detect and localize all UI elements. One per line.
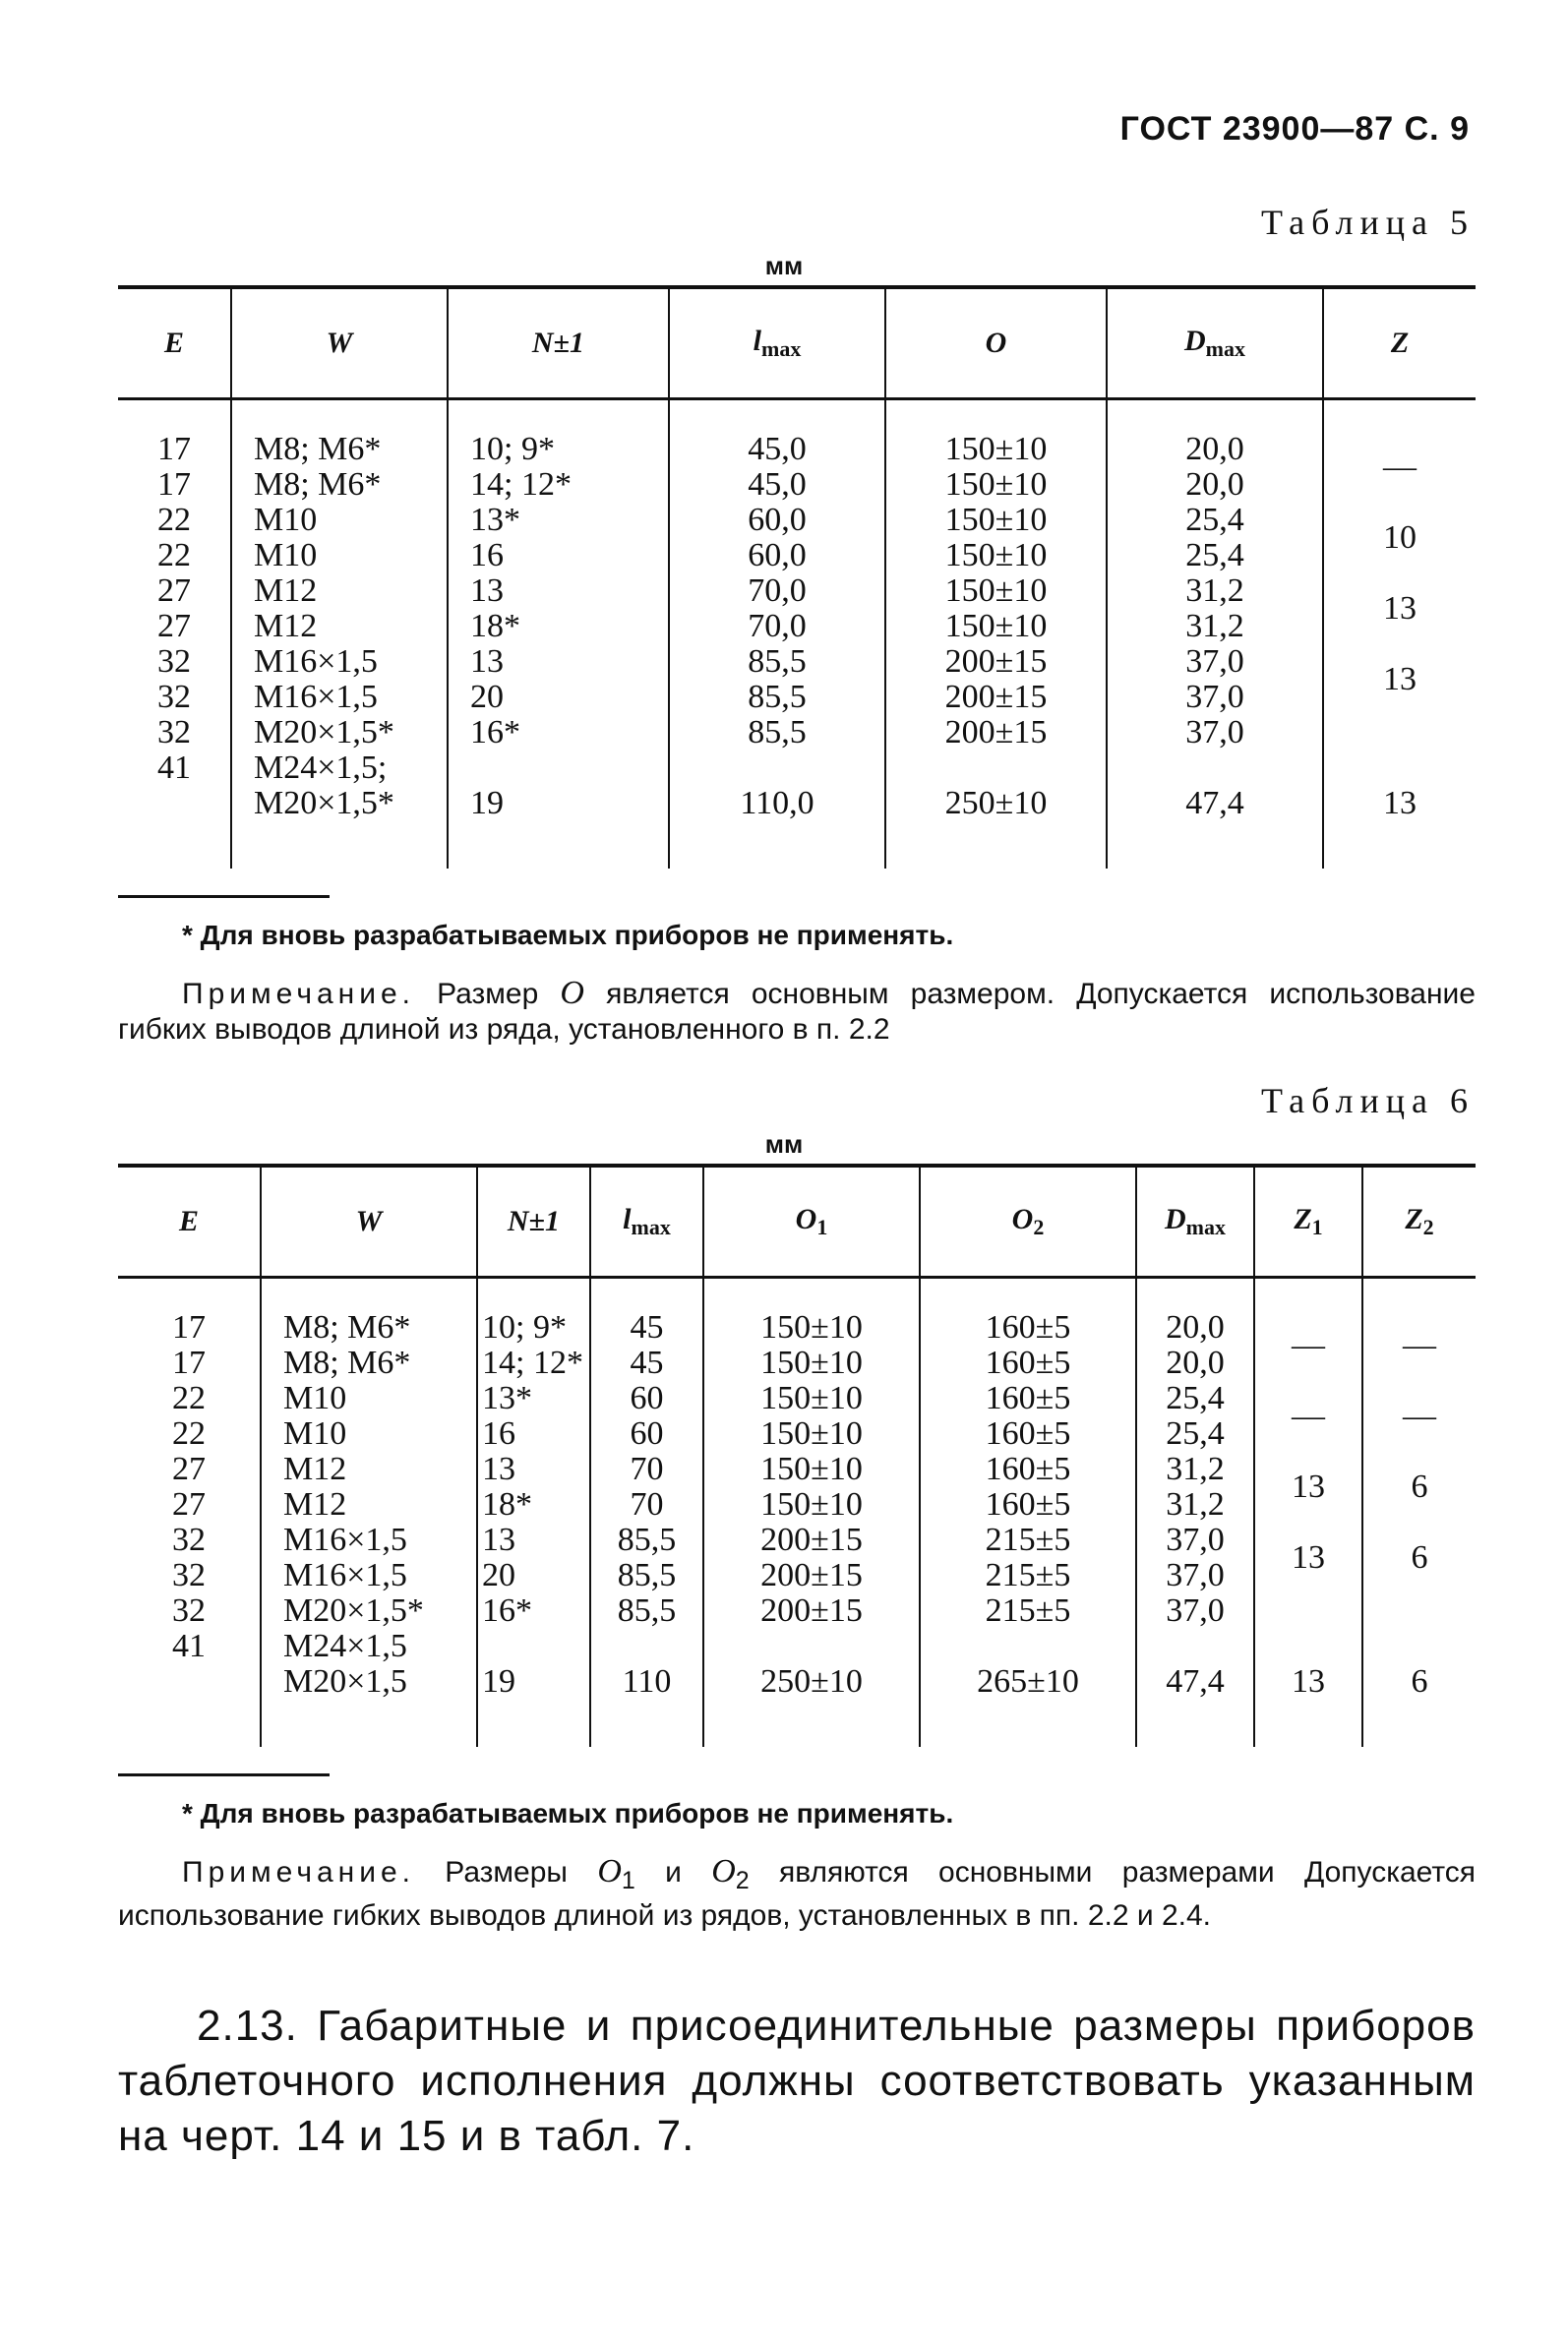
table5-cell: 27 [157,608,191,644]
table5-cell: 32 [157,643,191,680]
table6-cell: 160±5 [920,1487,1136,1523]
table6-cell: 60 [590,1416,703,1452]
table6-header-l-sub: max [631,1215,671,1239]
table6-cell: 160±5 [920,1381,1136,1416]
table5-cell: 13 [448,644,669,680]
table6-cell: 60 [590,1381,703,1416]
table5-header-o: O [885,287,1107,399]
table5-header-row [118,287,1476,399]
table6-header-o1 [703,1166,920,1278]
table6-cell: 45 [590,1278,703,1347]
table5-cell: 20,0 [1107,399,1323,468]
table5-cell: 70,0 [669,573,885,609]
table5-cell: 150±10 [885,399,1107,468]
note-text: является основным размером. Допускается использование гибких выводов длиной из ряда, установленного в п. 2.2 [118,978,1476,1046]
table5-cell: 45,0 [669,467,885,503]
table5-cell: 70,0 [669,609,885,644]
table6-header-z2-sub: 2 [1422,1215,1434,1239]
table6-cell [703,1629,920,1664]
table6-header-z1-main: Z [1294,1203,1312,1235]
table5-cell: 16* [448,715,669,750]
table5-footnote: * Для вновь разрабатываемых приборов не применять. [182,920,954,950]
table5-note [118,976,1476,1048]
table6-header-z2 [1362,1166,1476,1278]
table6-cell [118,1664,261,1747]
table6-header-e: E [118,1166,261,1278]
table6-cell [477,1629,590,1664]
table-row [118,1278,1476,1347]
table6-header-o1-main: O [795,1203,817,1235]
table6-cell: M12 [261,1452,477,1487]
table5-cell: 85,5 [669,644,885,680]
table6-cell: 250±10 [703,1664,920,1747]
note-symbol: O [711,1853,736,1890]
table5-cell: 32 [157,714,191,750]
table5-cell: 31,2 [1107,573,1323,609]
table5-cell: M8; M6* [231,399,448,468]
table6-cell: 25,4 [1136,1416,1254,1452]
table6-header-l: l [623,1203,632,1235]
table6-cell: 85,5 [590,1593,703,1629]
note-lead: Примечание. [182,978,415,1010]
table5-header-l-sub: max [761,336,802,361]
table6-cell: 27 [172,1451,206,1487]
table6-cell: M12 [261,1487,477,1523]
table5-header-e: E [118,287,231,399]
table5-cell: 31,2 [1107,609,1323,644]
table6-footnote: * Для вновь разрабатываемых приборов не применять. [182,1798,954,1829]
table5-cell: 13* [448,503,669,538]
table6-header-d-sub: max [1185,1215,1226,1239]
table6-cell: 20,0 [1136,1278,1254,1347]
table6-cell: M16×1,5 [261,1523,477,1558]
page-header: ГОСТ 23900—87 С. 9 [1119,110,1470,148]
table5-z-cell: 13 [1323,644,1476,750]
table5-cell: 60,0 [669,503,885,538]
table5-cell: 27 [157,572,191,609]
table6-cell: 17 [172,1345,206,1381]
table6-cell: 19 [477,1664,590,1747]
table6-cell: 215±5 [920,1523,1136,1558]
table5-cell: 18* [448,609,669,644]
table6-cell: 160±5 [920,1452,1136,1487]
table5-cell: 32 [157,679,191,715]
footnote-rule [118,895,330,898]
table6-z1-cell: 13 [1254,1629,1362,1747]
table6-cell: 85,5 [590,1558,703,1593]
table6-cell: 150±10 [703,1346,920,1381]
table5-cell: M24×1,5; [231,750,448,786]
table5-z-cell: 10 [1323,503,1476,573]
table5-cell: 150±10 [885,467,1107,503]
table-row [118,1452,1476,1487]
table5-cell: 17 [157,431,191,467]
table6-cell: M10 [261,1381,477,1416]
table5-cell: 16 [448,538,669,573]
table6-header-z1-sub: 1 [1311,1215,1323,1239]
table-row [118,609,1476,644]
table6-z2-cell: — [1362,1278,1476,1382]
table5-cell: 37,0 [1107,715,1323,750]
table5-header-n: N±1 [448,287,669,399]
table6-cell: 160±5 [920,1278,1136,1347]
table5-cell: 14; 12* [448,467,669,503]
note-symbol: O [597,1853,622,1890]
table5-header-lmax [669,287,885,399]
table-row [118,644,1476,680]
table6-cell: 16* [477,1593,590,1629]
table5-cell: 200±15 [885,644,1107,680]
table6-cell: 14; 12* [477,1346,590,1381]
table6-cell: 17 [172,1309,206,1346]
table5-cell: 37,0 [1107,680,1323,715]
table6-cell: M8; M6* [261,1278,477,1347]
note-text: Размер [414,978,561,1010]
table-row [118,503,1476,538]
table6-cell: 110 [590,1664,703,1747]
table6-cell: M16×1,5 [261,1558,477,1593]
table5-cell: M20×1,5* [231,786,448,869]
table6-cell: 32 [172,1557,206,1593]
table5-cell: 41 [157,750,191,786]
table6-z1-cell: — [1254,1278,1362,1382]
table6-note [118,1854,1476,1934]
table5-cell: 47,4 [1107,786,1323,869]
table-row [118,1381,1476,1416]
table5-cell: 150±10 [885,573,1107,609]
table5-z-cell: 13 [1323,750,1476,869]
table6-cell: 150±10 [703,1381,920,1416]
note-lead: Примечание. [182,1856,415,1889]
table5-cell: 25,4 [1107,503,1323,538]
table6-header-o2-sub: 2 [1033,1215,1045,1239]
table6-cell: 150±10 [703,1278,920,1347]
table-row [118,715,1476,750]
table6 [118,1164,1476,1747]
table6-cell: 150±10 [703,1416,920,1452]
table6-header-o2 [920,1166,1136,1278]
table5-cell: 250±10 [885,786,1107,869]
table5-cell: M16×1,5 [231,680,448,715]
table5-cell: 200±15 [885,715,1107,750]
table5-cell: 150±10 [885,538,1107,573]
table6-cell: 25,4 [1136,1381,1254,1416]
table5-cell: 13 [448,573,669,609]
table6-cell: 200±15 [703,1558,920,1593]
table5-z-cell: — [1323,399,1476,504]
table6-cell: 37,0 [1136,1593,1254,1629]
note-text: и [634,1856,712,1889]
table6-z2-cell: — [1362,1381,1476,1452]
table6-cell: 22 [172,1380,206,1416]
note-subscript: 2 [735,1867,750,1894]
table-row [118,786,1476,869]
table6-cell [1136,1629,1254,1664]
table6-cell: M20×1,5* [261,1593,477,1629]
table5 [118,285,1476,869]
table-row [118,680,1476,715]
table6-cell: 37,0 [1136,1523,1254,1558]
table6-z2-cell: 6 [1362,1629,1476,1747]
table5-cell: 19 [448,786,669,869]
table6-cell: 20,0 [1136,1346,1254,1381]
table-row [118,399,1476,468]
table6-header-z1 [1254,1166,1362,1278]
table6-cell: 27 [172,1486,206,1523]
table5-cell: 150±10 [885,503,1107,538]
table5-header-d: D [1184,325,1206,357]
table6-z1-cell: 13 [1254,1523,1362,1629]
table6-cell: 32 [172,1522,206,1558]
table6-cell [920,1629,1136,1664]
table6-cell: 20 [477,1558,590,1593]
table-row [118,750,1476,786]
table6-cell: 200±15 [703,1593,920,1629]
table5-header-dmax [1107,287,1323,399]
table6-header-o1-sub: 1 [816,1215,828,1239]
table6-cell: 13 [477,1523,590,1558]
table6-header-w: W [261,1166,477,1278]
table5-cell: 60,0 [669,538,885,573]
table6-cell: 41 [172,1628,206,1664]
note-subscript: 1 [621,1867,635,1894]
table-row [118,467,1476,503]
note-symbol: O [560,975,584,1011]
table6-cell: 215±5 [920,1558,1136,1593]
note-text: Размеры [414,1856,598,1889]
table6-cell: 160±5 [920,1416,1136,1452]
table5-cell: 20,0 [1107,467,1323,503]
note-text: являются основными размерами Допускается использование гибких выводов длиной из рядов, установленных в пп. 2.2 и 2.4. [118,1856,1476,1932]
table5-cell [1107,750,1323,786]
table5-cell: 150±10 [885,609,1107,644]
table6-z1-cell: 13 [1254,1452,1362,1523]
table6-cell: M10 [261,1416,477,1452]
table6-cell: 150±10 [703,1487,920,1523]
table6-cell: 215±5 [920,1593,1136,1629]
table6-cell: 265±10 [920,1664,1136,1747]
table5-cell: 10; 9* [448,399,669,468]
table5-cell: 20 [448,680,669,715]
table6-header-row [118,1166,1476,1278]
table6-cell: 70 [590,1452,703,1487]
table6-header-dmax [1136,1166,1254,1278]
table6-cell: 16 [477,1416,590,1452]
table5-header-l: l [753,325,761,357]
table-row [118,1523,1476,1558]
table6-label: Таблица 6 [1261,1081,1475,1120]
table6-cell: M24×1,5 [261,1629,477,1664]
table6-cell: M20×1,5 [261,1664,477,1747]
table5-cell: 85,5 [669,680,885,715]
table5-cell: 25,4 [1107,538,1323,573]
table5-cell: 22 [157,537,191,573]
table6-header-n: N±1 [477,1166,590,1278]
table5-cell: M12 [231,609,448,644]
table5-cell: 85,5 [669,715,885,750]
table6-cell: 22 [172,1415,206,1452]
table6-cell: 18* [477,1487,590,1523]
table6-cell: 160±5 [920,1346,1136,1381]
table5-cell: M10 [231,503,448,538]
table6-cell: 45 [590,1346,703,1381]
table6-cell: 31,2 [1136,1487,1254,1523]
table6-cell: 32 [172,1592,206,1629]
table5-cell: 22 [157,502,191,538]
table5-cell: 200±15 [885,680,1107,715]
table6-cell: 13 [477,1452,590,1487]
table5-cell [118,786,231,869]
table6-cell: 200±15 [703,1523,920,1558]
table6-cell: 31,2 [1136,1452,1254,1487]
table6-cell: 10; 9* [477,1278,590,1347]
table6-cell: 47,4 [1136,1664,1254,1747]
table5-cell: 110,0 [669,786,885,869]
table6-cell: 70 [590,1487,703,1523]
table6-header-d: D [1165,1203,1186,1235]
table5-cell [669,750,885,786]
table5-units: мм [764,251,804,280]
table5-cell [448,750,669,786]
table5-z-cell: 13 [1323,573,1476,644]
table6-header-z2-main: Z [1405,1203,1423,1235]
table5-cell [885,750,1107,786]
paragraph-2-13: 2.13. Габаритные и присоединительные размеры приборов таблеточного исполнения должны соответствовать указанным на черт. 14 и 15 и в табл. 7. [118,2002,1476,2160]
table5-cell: M10 [231,538,448,573]
table6-z2-cell: 6 [1362,1523,1476,1629]
table5-cell: M12 [231,573,448,609]
table5-cell: M16×1,5 [231,644,448,680]
table6-cell: 150±10 [703,1452,920,1487]
table6-cell: 85,5 [590,1523,703,1558]
table5-label: Таблица 5 [1261,203,1475,242]
table6-z1-cell: — [1254,1381,1362,1452]
table5-cell: 37,0 [1107,644,1323,680]
table-row [118,573,1476,609]
table5-cell: M20×1,5* [231,715,448,750]
table6-cell [590,1629,703,1664]
table-row [118,538,1476,573]
table6-units: мм [764,1129,804,1159]
table6-header-lmax [590,1166,703,1278]
table6-header-o2-main: O [1011,1203,1034,1235]
table6-z2-cell: 6 [1362,1452,1476,1523]
table6-cell: 37,0 [1136,1558,1254,1593]
table5-cell: 17 [157,466,191,503]
table5-header-z: Z [1323,287,1476,399]
footnote-rule [118,1773,330,1776]
table6-cell: 13* [477,1381,590,1416]
table-row [118,1629,1476,1664]
table5-header-d-sub: max [1205,336,1245,361]
table5-cell: 45,0 [669,399,885,468]
table6-cell: M8; M6* [261,1346,477,1381]
table5-header-w: W [231,287,448,399]
table5-cell: M8; M6* [231,467,448,503]
